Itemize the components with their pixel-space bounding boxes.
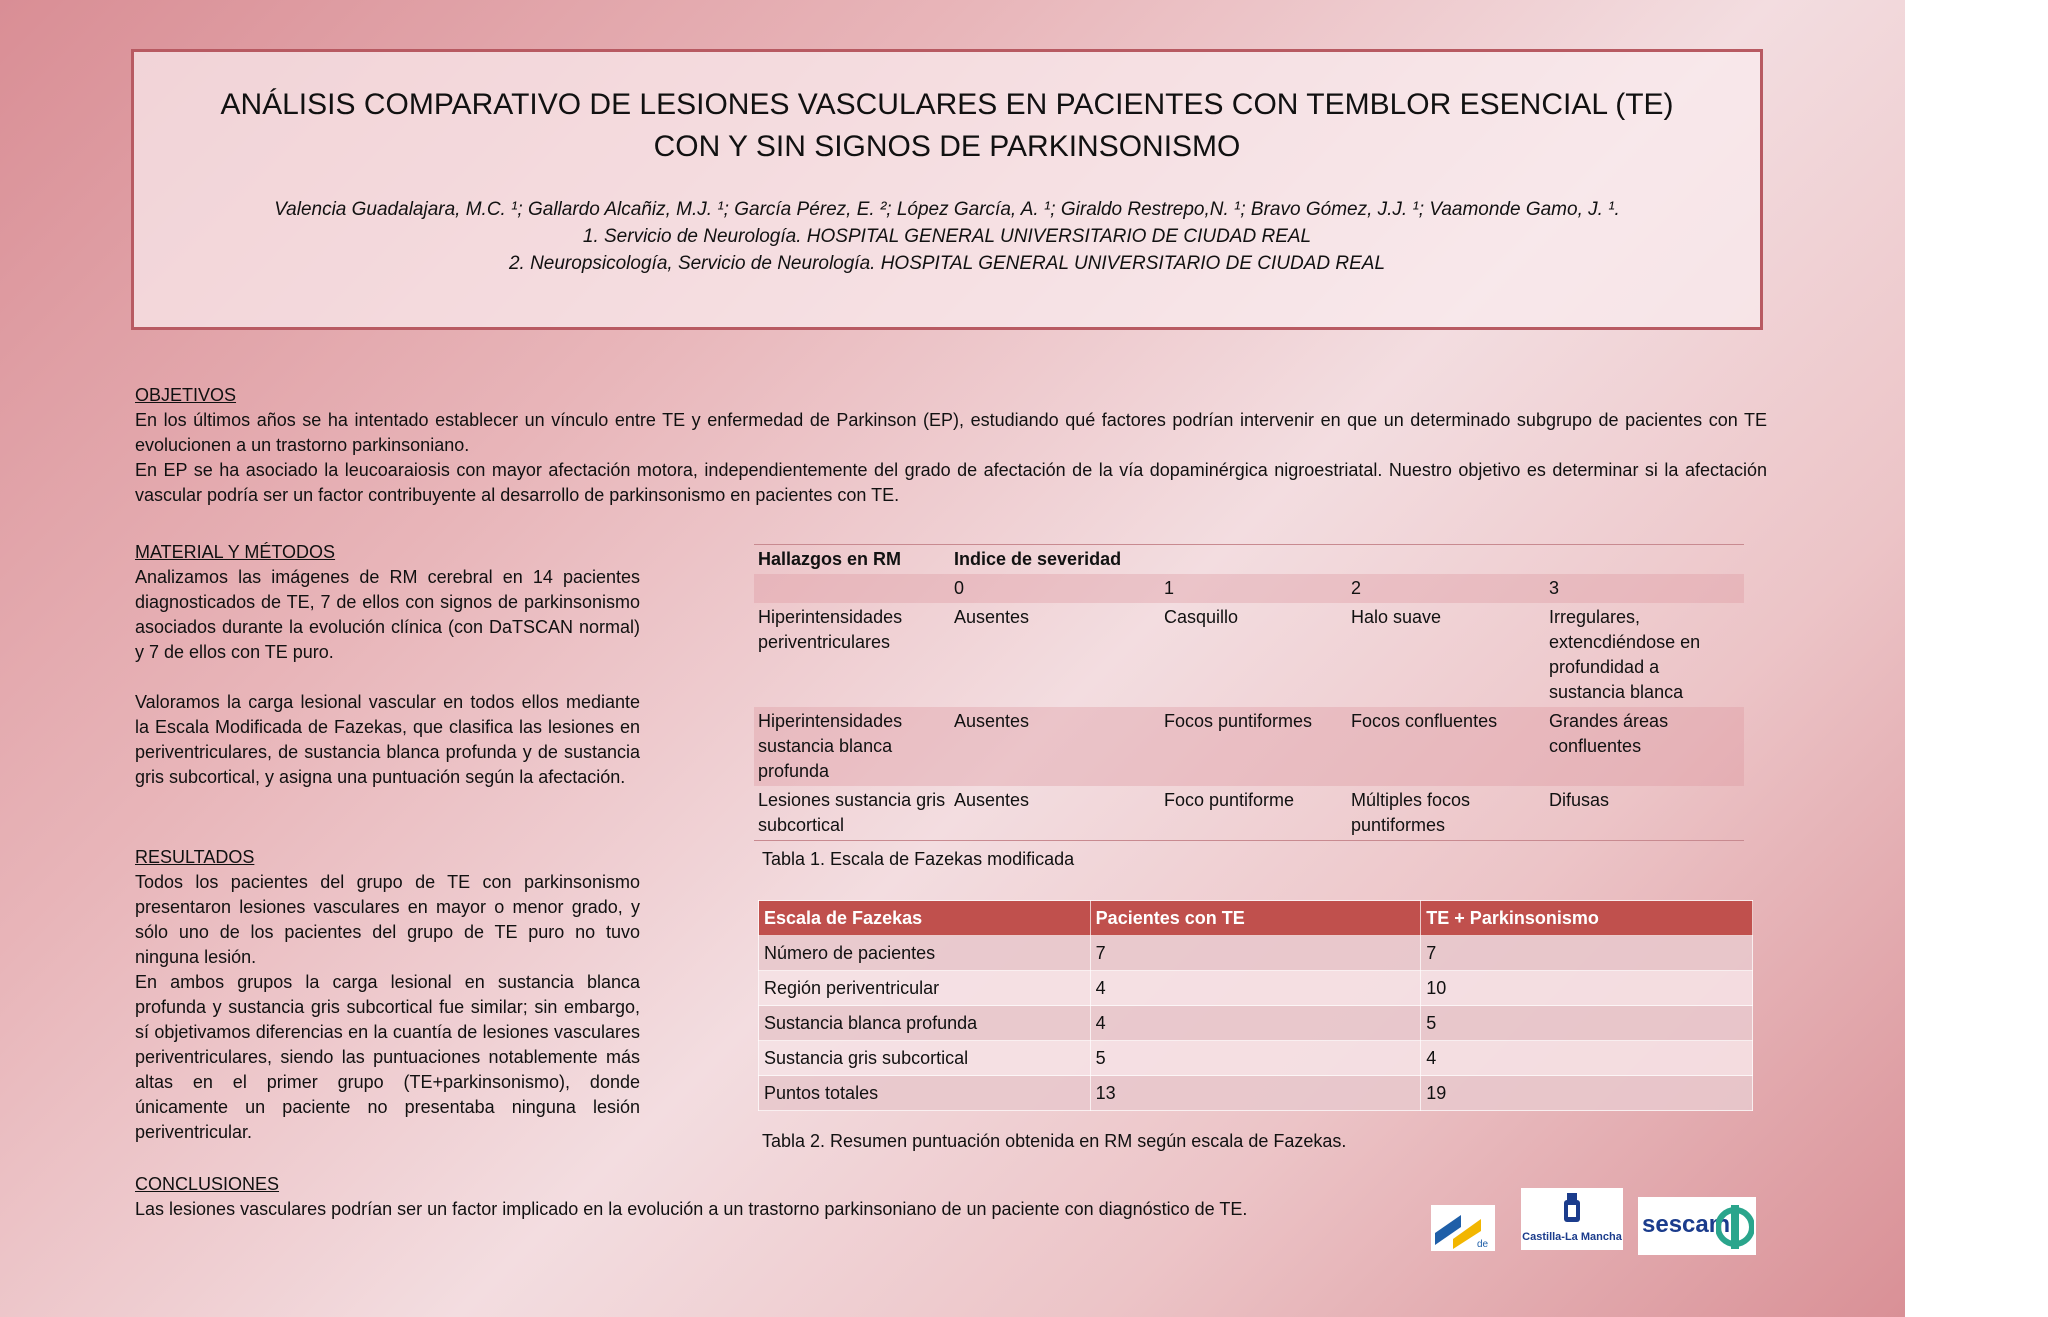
metodos-paragraph-2: Valoramos la carga lesional vascular en todos ellos mediante la Escala Modificada de Fazekas, que clasifica las lesiones en periventriculares, de sustancia blanca profunda y de sustancia gris subcortical, y asigna una puntuación según la afectación. (135, 692, 640, 787)
table-row (759, 1006, 1753, 1041)
table-cell: Focos confluentes (1347, 707, 1545, 786)
table-row (754, 603, 1744, 707)
objetivos-heading: OBJETIVOS (135, 385, 237, 405)
table-cell: Múltiples focos puntiformes (1347, 786, 1545, 841)
title-box (131, 49, 1763, 330)
table-cell: Ausentes (950, 707, 1160, 786)
section-conclusiones (135, 1172, 1335, 1222)
section-objetivos (135, 383, 1767, 508)
table-row (754, 574, 1744, 603)
table-1-caption: Tabla 1. Escala de Fazekas modificada (762, 849, 1075, 869)
resultados-paragraph-2: En ambos grupos la carga lesional en sustancia blanca profunda y sustancia gris subcortical fue similar; sin embargo, sí objetivamos diferencias en la cuantía de lesiones vasculares periventriculares, siendo las puntuaciones notablemente más altas en el primer grupo (TE+parkinsonismo), donde únicamente un paciente no presentaba ninguna lesión periventricular. (135, 972, 640, 1142)
table-cell: 3 (1545, 574, 1744, 603)
metodos-heading: MATERIAL Y MÉTODOS (135, 542, 336, 562)
table-cell: Puntos totales (759, 1076, 1091, 1111)
poster-title: ANÁLISIS COMPARATIVO DE LESIONES VASCULARES EN PACIENTES CON TEMBLOR ESENCIAL (TE) CON Y SIN SIGNOS DE PARKINSONISMO (220, 88, 1674, 163)
table-header-cell: Pacientes con TE (1090, 901, 1421, 936)
section-resultados (135, 845, 640, 1145)
castilla-la-mancha-logo (1521, 1188, 1623, 1250)
table-header-cell: Escala de Fazekas (759, 901, 1091, 936)
sescam-text: sescam (1642, 1211, 1731, 1238)
table-cell: 2 (1347, 574, 1545, 603)
authors: Valencia Guadalajara, M.C. ¹; Gallardo Alcañiz, M.J. ¹; García Pérez, E. ²; López García, A. ¹; Giraldo Restrepo,N. ¹; Bravo Gómez, J.J. ¹; Vaamonde Gamo, J. ¹. (274, 199, 1620, 220)
table-cell: 4 (1090, 1006, 1421, 1041)
table-cell: Hiperintensidades periventriculares (758, 607, 903, 652)
sescam-symbol-icon (1716, 1203, 1754, 1251)
section-metodos (135, 540, 640, 790)
university-logo-text: de (1477, 1239, 1489, 1250)
table-row (759, 1076, 1753, 1111)
table-cell: Grandes áreas confluentes (1545, 707, 1744, 786)
table-cell: Región periventricular (759, 971, 1091, 1006)
university-logo-icon (1431, 1205, 1495, 1251)
table-cell: Sustancia blanca profunda (759, 1006, 1091, 1041)
table-cell: Casquillo (1164, 607, 1239, 627)
conclusiones-heading: CONCLUSIONES (135, 1174, 280, 1194)
table-cell: Ausentes (950, 786, 1160, 841)
sidebar (1905, 0, 2048, 1317)
table-cell: 13 (1090, 1076, 1421, 1111)
table-header-cell: TE + Parkinsonismo (1421, 901, 1753, 936)
sescam-logo (1638, 1197, 1756, 1255)
table-2-caption: Tabla 2. Resumen puntuación obtenida en RM según escala de Fazekas. (762, 1131, 1347, 1151)
table-header-row (759, 901, 1753, 936)
table-cell: Irregulares, extencdiéndose en profundidad a sustancia blanca (1549, 607, 1701, 702)
table-cell (754, 574, 950, 603)
table-cell: Difusas (1545, 786, 1744, 841)
table-cell: 4 (1421, 1041, 1753, 1076)
table-cell: Focos puntiformes (1160, 707, 1347, 786)
metodos-paragraph-1: Analizamos las imágenes de RM cerebral en 14 pacientes diagnosticados de TE, 7 de ellos con signos de parkinsonismo asociados durante la evolución clínica (con DaTSCAN normal) y 7 de ellos con TE puro. (135, 567, 640, 662)
table-row (754, 707, 1744, 786)
fazekas-scale-table (754, 544, 1744, 841)
table-cell: 7 (1421, 936, 1753, 971)
table-cell: Foco puntiforme (1160, 786, 1347, 841)
table-cell: Hiperintensidades sustancia blanca profunda (754, 707, 950, 786)
table-cell: 19 (1421, 1076, 1753, 1111)
table-cell: 5 (1421, 1006, 1753, 1041)
table-cell: Sustancia gris subcortical (759, 1041, 1091, 1076)
table-cell: Número de pacientes (759, 936, 1091, 971)
fazekas-results-table (758, 900, 1753, 1111)
table-cell: 4 (1090, 971, 1421, 1006)
table-cell: Lesiones sustancia gris subcortical (754, 786, 950, 841)
table-cell: Halo suave (1351, 607, 1442, 627)
table-row (759, 971, 1753, 1006)
resultados-heading: RESULTADOS (135, 847, 255, 867)
objetivos-paragraph-2: En EP se ha asociado la leucoaraiosis con mayor afectación motora, independientemente del grado de afectación de la vía dopaminérgica nigroestriatal. Nuestro objetivo es determinar si la afectación vascular podría ser un factor contribuyente al desarrollo de parkinsonismo en pacientes con TE. (135, 460, 1767, 505)
table-header-cell: Hallazgos en RM (754, 545, 950, 575)
objetivos-paragraph-1: En los últimos años se ha intentado establecer un vínculo entre TE y enfermedad de Parkinson (EP), estudiando qué factores podrían intervenir en que un determinado subgrupo de pacientes con TE evolucionen a un trastorno parkinsoniano. (135, 410, 1767, 455)
table-cell: Ausentes (954, 607, 1030, 627)
affiliation-1: 1. Servicio de Neurología. HOSPITAL GENERAL UNIVERSITARIO DE CIUDAD REAL (582, 226, 1312, 247)
table-cell: 7 (1090, 936, 1421, 971)
table-cell: 0 (950, 574, 1160, 603)
university-logo (1431, 1205, 1495, 1251)
conclusiones-paragraph: Las lesiones vasculares podrían ser un factor implicado en la evolución a un trastorno parkinsoniano de un paciente con diagnóstico de TE. (135, 1199, 1248, 1219)
coat-of-arms-icon (1557, 1190, 1587, 1228)
table-row (754, 786, 1744, 841)
resultados-paragraph-1: Todos los pacientes del grupo de TE con parkinsonismo presentaron lesiones vasculares en mayor o menor grado, y sólo uno de los pacientes del grupo de TE puro no tuvo ninguna lesión. (135, 872, 640, 967)
table-header-cell: Indice de severidad (950, 545, 1744, 575)
table-cell: 10 (1421, 971, 1753, 1006)
table-row (759, 936, 1753, 971)
table-header-row (754, 545, 1744, 575)
table-row (759, 1041, 1753, 1076)
table-cell: 5 (1090, 1041, 1421, 1076)
table-cell: 1 (1160, 574, 1347, 603)
castilla-la-mancha-text: Castilla-La Mancha (1522, 1231, 1622, 1243)
affiliation-2: 2. Neuropsicología, Servicio de Neurología. HOSPITAL GENERAL UNIVERSITARIO DE CIUDAD REAL (508, 253, 1386, 274)
